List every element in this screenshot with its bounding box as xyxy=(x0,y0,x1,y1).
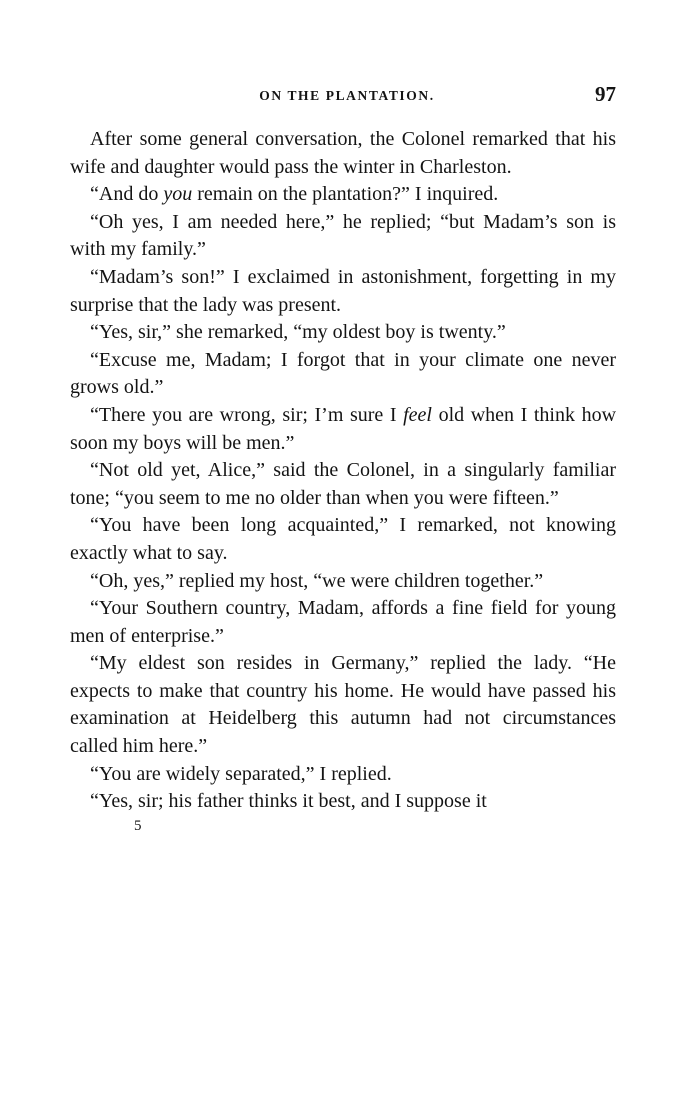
body-text xyxy=(70,126,616,816)
paragraph: “Not old yet, Alice,” said the Colonel, in a singularly familiar tone; “you seem to me no older than when you were fifteen.” xyxy=(70,459,616,509)
running-title: ON THE PLANTATION. xyxy=(259,88,435,103)
page-header xyxy=(70,82,616,116)
paragraph: After some general conversation, the Colonel remarked that his wife and daughter would pass the winter in Charleston. xyxy=(70,128,616,178)
emphasis-text: feel xyxy=(403,403,432,426)
text-run: “There you are wrong, sir; I’m sure I xyxy=(90,403,397,426)
paragraph: “My eldest son resides in Germany,” replied the lady. “He expects to make that country his home. He would have passed his examination at Heidelberg this autumn had not circumstances called him here.” xyxy=(70,652,616,758)
paragraph: “Your Southern country, Madam, affords a fine field for young men of enterprise.” xyxy=(70,597,616,647)
paragraph xyxy=(70,181,616,209)
paragraph: “You are widely separated,” I replied. xyxy=(90,762,392,785)
paragraph: “Excuse me, Madam; I forgot that in your climate one never grows old.” xyxy=(70,348,616,399)
emphasis-text: you xyxy=(163,183,193,206)
paragraph: “You have been long acquainted,” I remarked, not knowing exactly what to say. xyxy=(70,514,616,564)
signature-mark: 5 xyxy=(134,817,142,834)
page-number: 97 xyxy=(595,82,616,106)
text-run: “And do xyxy=(90,183,159,206)
paragraph: “Madam’s son!” I exclaimed in astonishment, forgetting in my surprise that the lady was present. xyxy=(70,265,616,316)
paragraph xyxy=(70,402,616,457)
paragraph: “Oh yes, I am needed here,” he replied; “but Madam’s son is with my family.” xyxy=(70,210,616,261)
text-run: old when I think how soon my boys will be men.” xyxy=(70,403,617,454)
text-run: remain on the plantation?” I inquired. xyxy=(192,183,499,206)
paragraph: “Yes, sir; his father thinks it best, and I suppose it xyxy=(90,790,487,813)
paragraph: “Yes, sir,” she remarked, “my oldest boy is twenty.” xyxy=(90,321,506,344)
paragraph: “Oh, yes,” replied my host, “we were children together.” xyxy=(90,569,544,592)
book-page xyxy=(70,82,616,835)
